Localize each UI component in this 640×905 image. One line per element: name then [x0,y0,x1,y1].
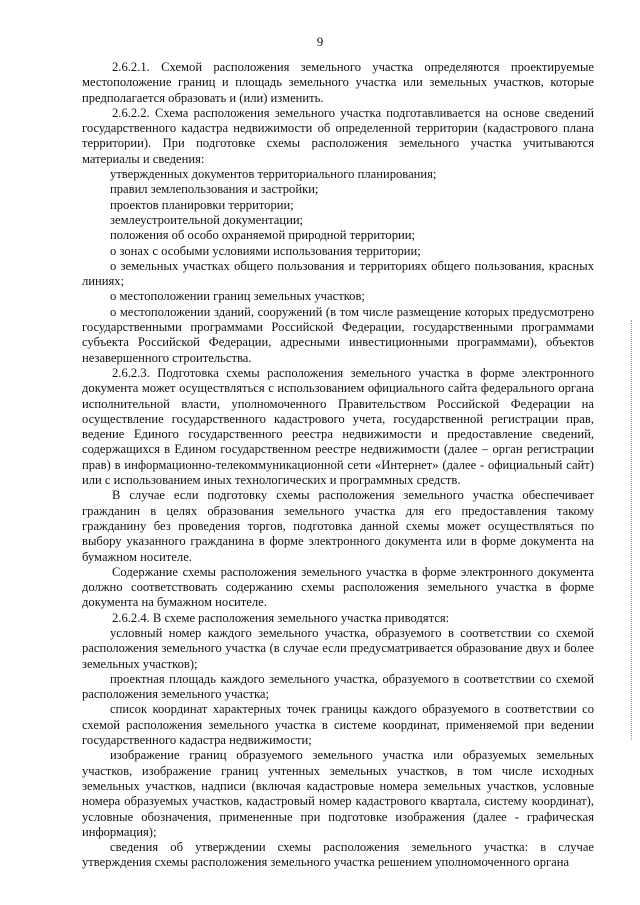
list-item: о местоположении границ земельных участков; [110,289,365,304]
list-item: утвержденных документов территориального планирования; [110,167,437,182]
paragraph-2-6-2-2: 2.6.2.2. Схема расположения земельного участка подготавливается на основе сведений государственного кадастра недвижимости об определенной территории (кадастрового плана территории). При подготовке схемы расположения земельного участка учитываются материалы и сведения: [82,105,594,166]
list-item: список координат характерных точек границы каждого образуемого в соответствии со схемой расположения земельного участка в системе координат, применяемой при ведении государственного кадастра недвижимости; [82,702,594,748]
list-item: условный номер каждого земельного участка, образуемого в соответствии со схемой расположения земельного участка (в случае если предусматривается образование двух и более земельных участков); [82,625,594,671]
list-item: правил землепользования и застройки; [110,182,319,197]
scan-edge-divider [630,320,632,740]
list-item: проектная площадь каждого земельного участка, образуемого в соответствии со схемой расположения земельного участка; [82,671,594,702]
list-item: проектов планировки территории; [110,197,294,212]
paragraph-2-6-2-1: 2.6.2.1. Схемой расположения земельного участка определяются проектируемые местоположение границ и площадь земельного участка или земельных участков, которые предполагается образовать и (или) изменить. [82,60,594,105]
list-item: положения об особо охраняемой природной территории; [110,228,416,243]
paragraph-2-6-2-4: 2.6.2.4. В схеме расположения земельного участка приводятся: [112,610,450,625]
document-body [82,60,594,871]
list-item: о земельных участках общего пользования и территориях общего пользования, красных линиях; [82,258,594,289]
list-item: о местоположении зданий, сооружений (в том числе размещение которых предусмотрено государственными программами Российской Федерации, государственными программами субъекта Российской Федерации, адресными инвестиционными программами), объектов незавершенного строительства. [82,304,594,365]
list-item: о зонах с особыми условиями использования территории; [110,243,421,258]
list-item: изображение границ образуемого земельного участка или образуемых земельных участков, изображение границ учтенных земельных участков, в том числе исходных земельных участков, надписи (включая кадастровые номера земельных участков, условные номера образуемых участков, кадастровый номер кадастрового квартала, систему координат), условные обозначения, примененные при подготовке изображения (далее - графическая информация); [82,748,594,839]
list-item: сведения об утверждении схемы расположения земельного участка: в случае утверждения схемы расположения земельного участка решением уполномоченного органа [82,840,594,870]
paragraph-citizen-case: В случае если подготовку схемы расположения земельного участка обеспечивает гражданин в целях образования земельного участка для его предоставления такому гражданину без проведения торгов, подготовка данной схемы может осуществляться по выбору указанного гражданина в форме электронного документа или в форме документа на бумажном носителе. [82,488,594,564]
list-item: землеустроительной документации; [110,212,304,227]
page-number: 9 [316,34,324,49]
paragraph-electronic-content: Содержание схемы расположения земельного участка в форме электронного документа должно соответствовать содержанию схемы расположения земельного участка в форме документа на бумажном носителе. [82,564,594,610]
paragraph-2-6-2-3: 2.6.2.3. Подготовка схемы расположения земельного участка в форме электронного документа может осуществляться с использованием официального сайта федерального органа исполнительной власти, уполномоченного Правительством Российской Федерации на осуществление государственного кадастрового учета, государственной регистрации прав, ведение Единого государственного реестра недвижимости и предоставление сведений, содержащихся в Едином государственном реестре недвижимости (далее – орган регистрации прав) в информационно-телекоммуникационной сети «Интернет» (далее - официальный сайт) или с использованием иных технологических и программных средств. [82,365,594,488]
